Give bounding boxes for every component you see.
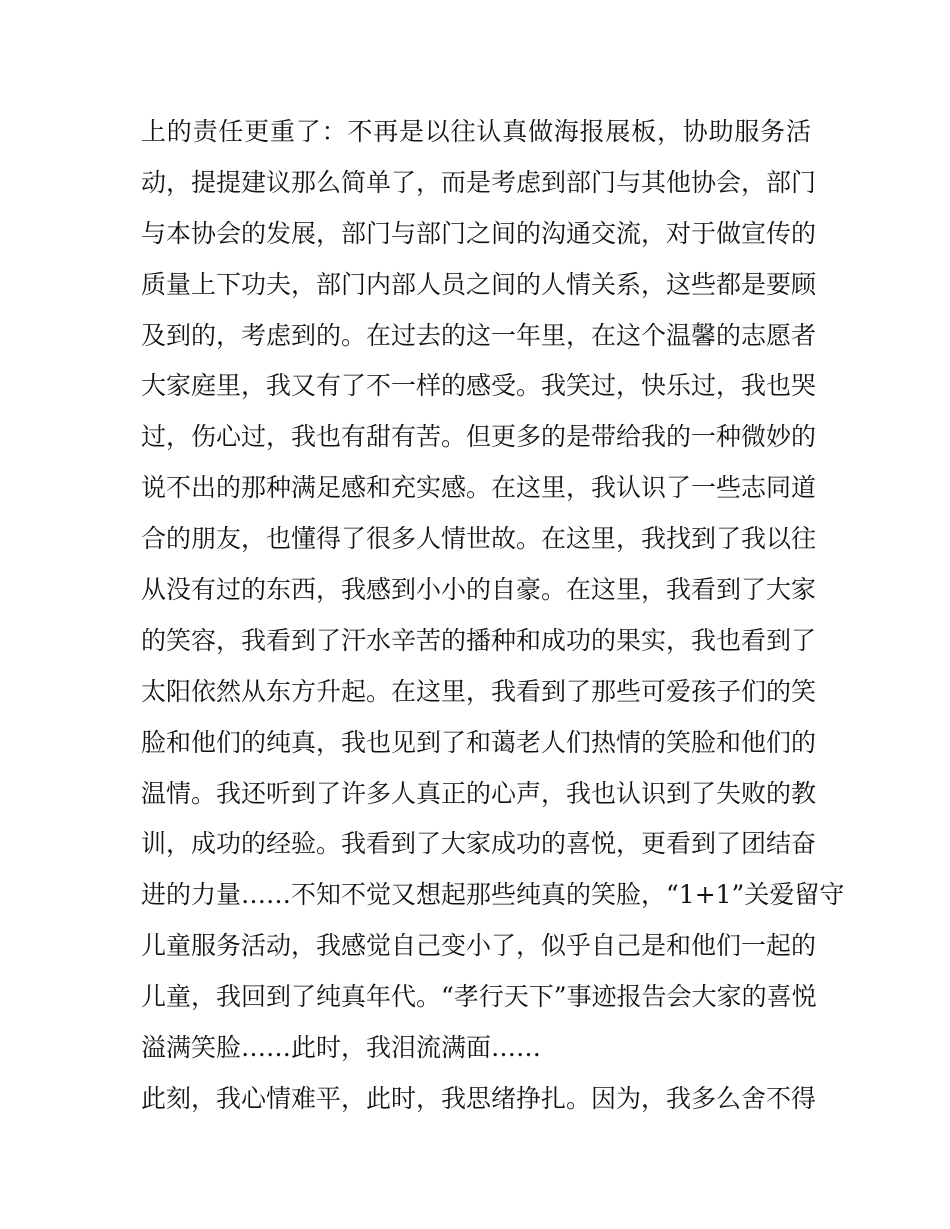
text-line: 温情。我还听到了许多人真正的心声，我也认识到了失败的教 — [141, 778, 817, 808]
text-line: 过，伤心过，我也有甜有苦。但更多的是带给我的一种微妙的 — [141, 422, 817, 452]
text-line: 大家庭里，我又有了不一样的感受。我笑过，快乐过，我也哭 — [141, 371, 817, 401]
text-line: 儿童，我回到了纯真年代。“孝行天下”事迹报告会大家的喜悦 — [141, 982, 817, 1012]
text-line: 溢满笑脸……此时，我泪流满面…… — [141, 1033, 542, 1063]
text-line: 进的力量……不知不觉又想起那些纯真的笑脸，“1+1”关爱留守 — [141, 880, 845, 910]
text-line: 动，提提建议那么简单了，而是考虑到部门与其他协会，部门 — [141, 167, 817, 197]
paragraph-2 — [141, 1074, 817, 1125]
text-line: 合的朋友，也懂得了很多人情世故。在这里，我找到了我以往 — [141, 524, 817, 554]
text-line: 从没有过的东西，我感到小小的自豪。在这里，我看到了大家 — [141, 575, 817, 605]
text-line: 儿童服务活动，我感觉自己变小了，似乎自己是和他们一起的 — [141, 931, 817, 961]
document-page — [141, 107, 845, 1125]
text-line: 上的责任更重了：不再是以往认真做海报展板，协助服务活 — [141, 117, 811, 146]
text-line: 与本协会的发展，部门与部门之间的沟通交流，对于做宣传的 — [141, 218, 817, 248]
text-line: 及到的，考虑到的。在过去的这一年里，在这个温馨的志愿者 — [141, 320, 817, 350]
text-line: 说不出的那种满足感和充实感。在这里，我认识了一些志同道 — [141, 473, 817, 503]
text-line: 训，成功的经验。我看到了大家成功的喜悦，更看到了团结奋 — [141, 829, 817, 859]
text-line: 脸和他们的纯真，我也见到了和蔼老人们热情的笑脸和他们的 — [141, 727, 817, 757]
paragraph-1 — [141, 107, 845, 1074]
text-line: 此刻，我心情难平，此时，我思绪挣扎。因为，我多么舍不得 — [141, 1083, 817, 1113]
text-line: 质量上下功夫，部门内部人员之间的人情关系，这些都是要顾 — [141, 269, 817, 299]
text-line: 的笑容，我看到了汗水辛苦的播种和成功的果实，我也看到了 — [141, 625, 817, 655]
text-line: 太阳依然从东方升起。在这里，我看到了那些可爱孩子们的笑 — [141, 676, 817, 706]
